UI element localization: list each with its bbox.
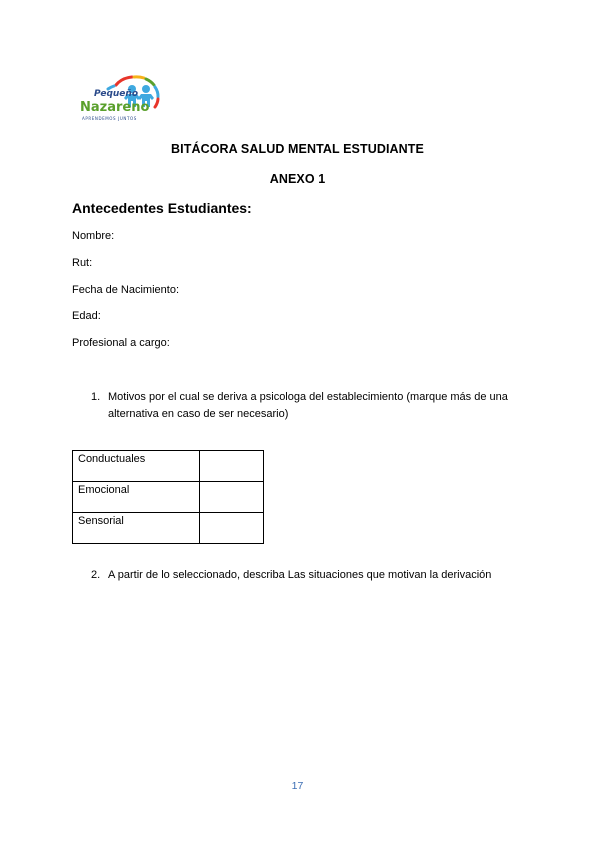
option-label: Emocional	[73, 482, 200, 513]
logo-text-top: Pequeño	[94, 89, 139, 99]
annex-label: ANEXO 1	[269, 172, 326, 186]
reasons-table	[72, 450, 264, 544]
option-check-cell[interactable]	[200, 513, 264, 544]
section-heading: Antecedentes Estudiantes:	[72, 200, 252, 216]
question-number: 2.	[91, 569, 101, 581]
field-profesional: Profesional a cargo:	[72, 337, 170, 349]
field-edad: Edad:	[72, 310, 101, 322]
table-row	[73, 482, 264, 513]
logo-tagline: APRENDEMOS JUNTOS	[82, 116, 137, 121]
logo-graphic	[76, 75, 162, 127]
page-number: 17	[291, 780, 304, 792]
table-row	[73, 451, 264, 482]
question-text: A partir de lo seleccionado, describa Las situaciones que motivan la derivación	[108, 569, 492, 581]
field-rut: Rut:	[72, 257, 93, 269]
school-logo	[76, 75, 162, 127]
option-check-cell[interactable]	[200, 482, 264, 513]
logo-text-main: Nazareno	[80, 100, 150, 115]
option-label: Sensorial	[73, 513, 200, 544]
question-text: Motivos por el cual se deriva a psicologa del establecimiento (marque más de una alternativa en caso de ser necesario)	[108, 391, 508, 420]
question-number: 1.	[91, 391, 101, 403]
table-row	[73, 513, 264, 544]
option-label: Conductuales	[73, 451, 200, 482]
document-title: BITÁCORA SALUD MENTAL ESTUDIANTE	[171, 142, 424, 156]
option-check-cell[interactable]	[200, 451, 264, 482]
field-nombre: Nombre:	[72, 230, 115, 242]
field-fecha-nacimiento: Fecha de Nacimiento:	[72, 284, 179, 296]
